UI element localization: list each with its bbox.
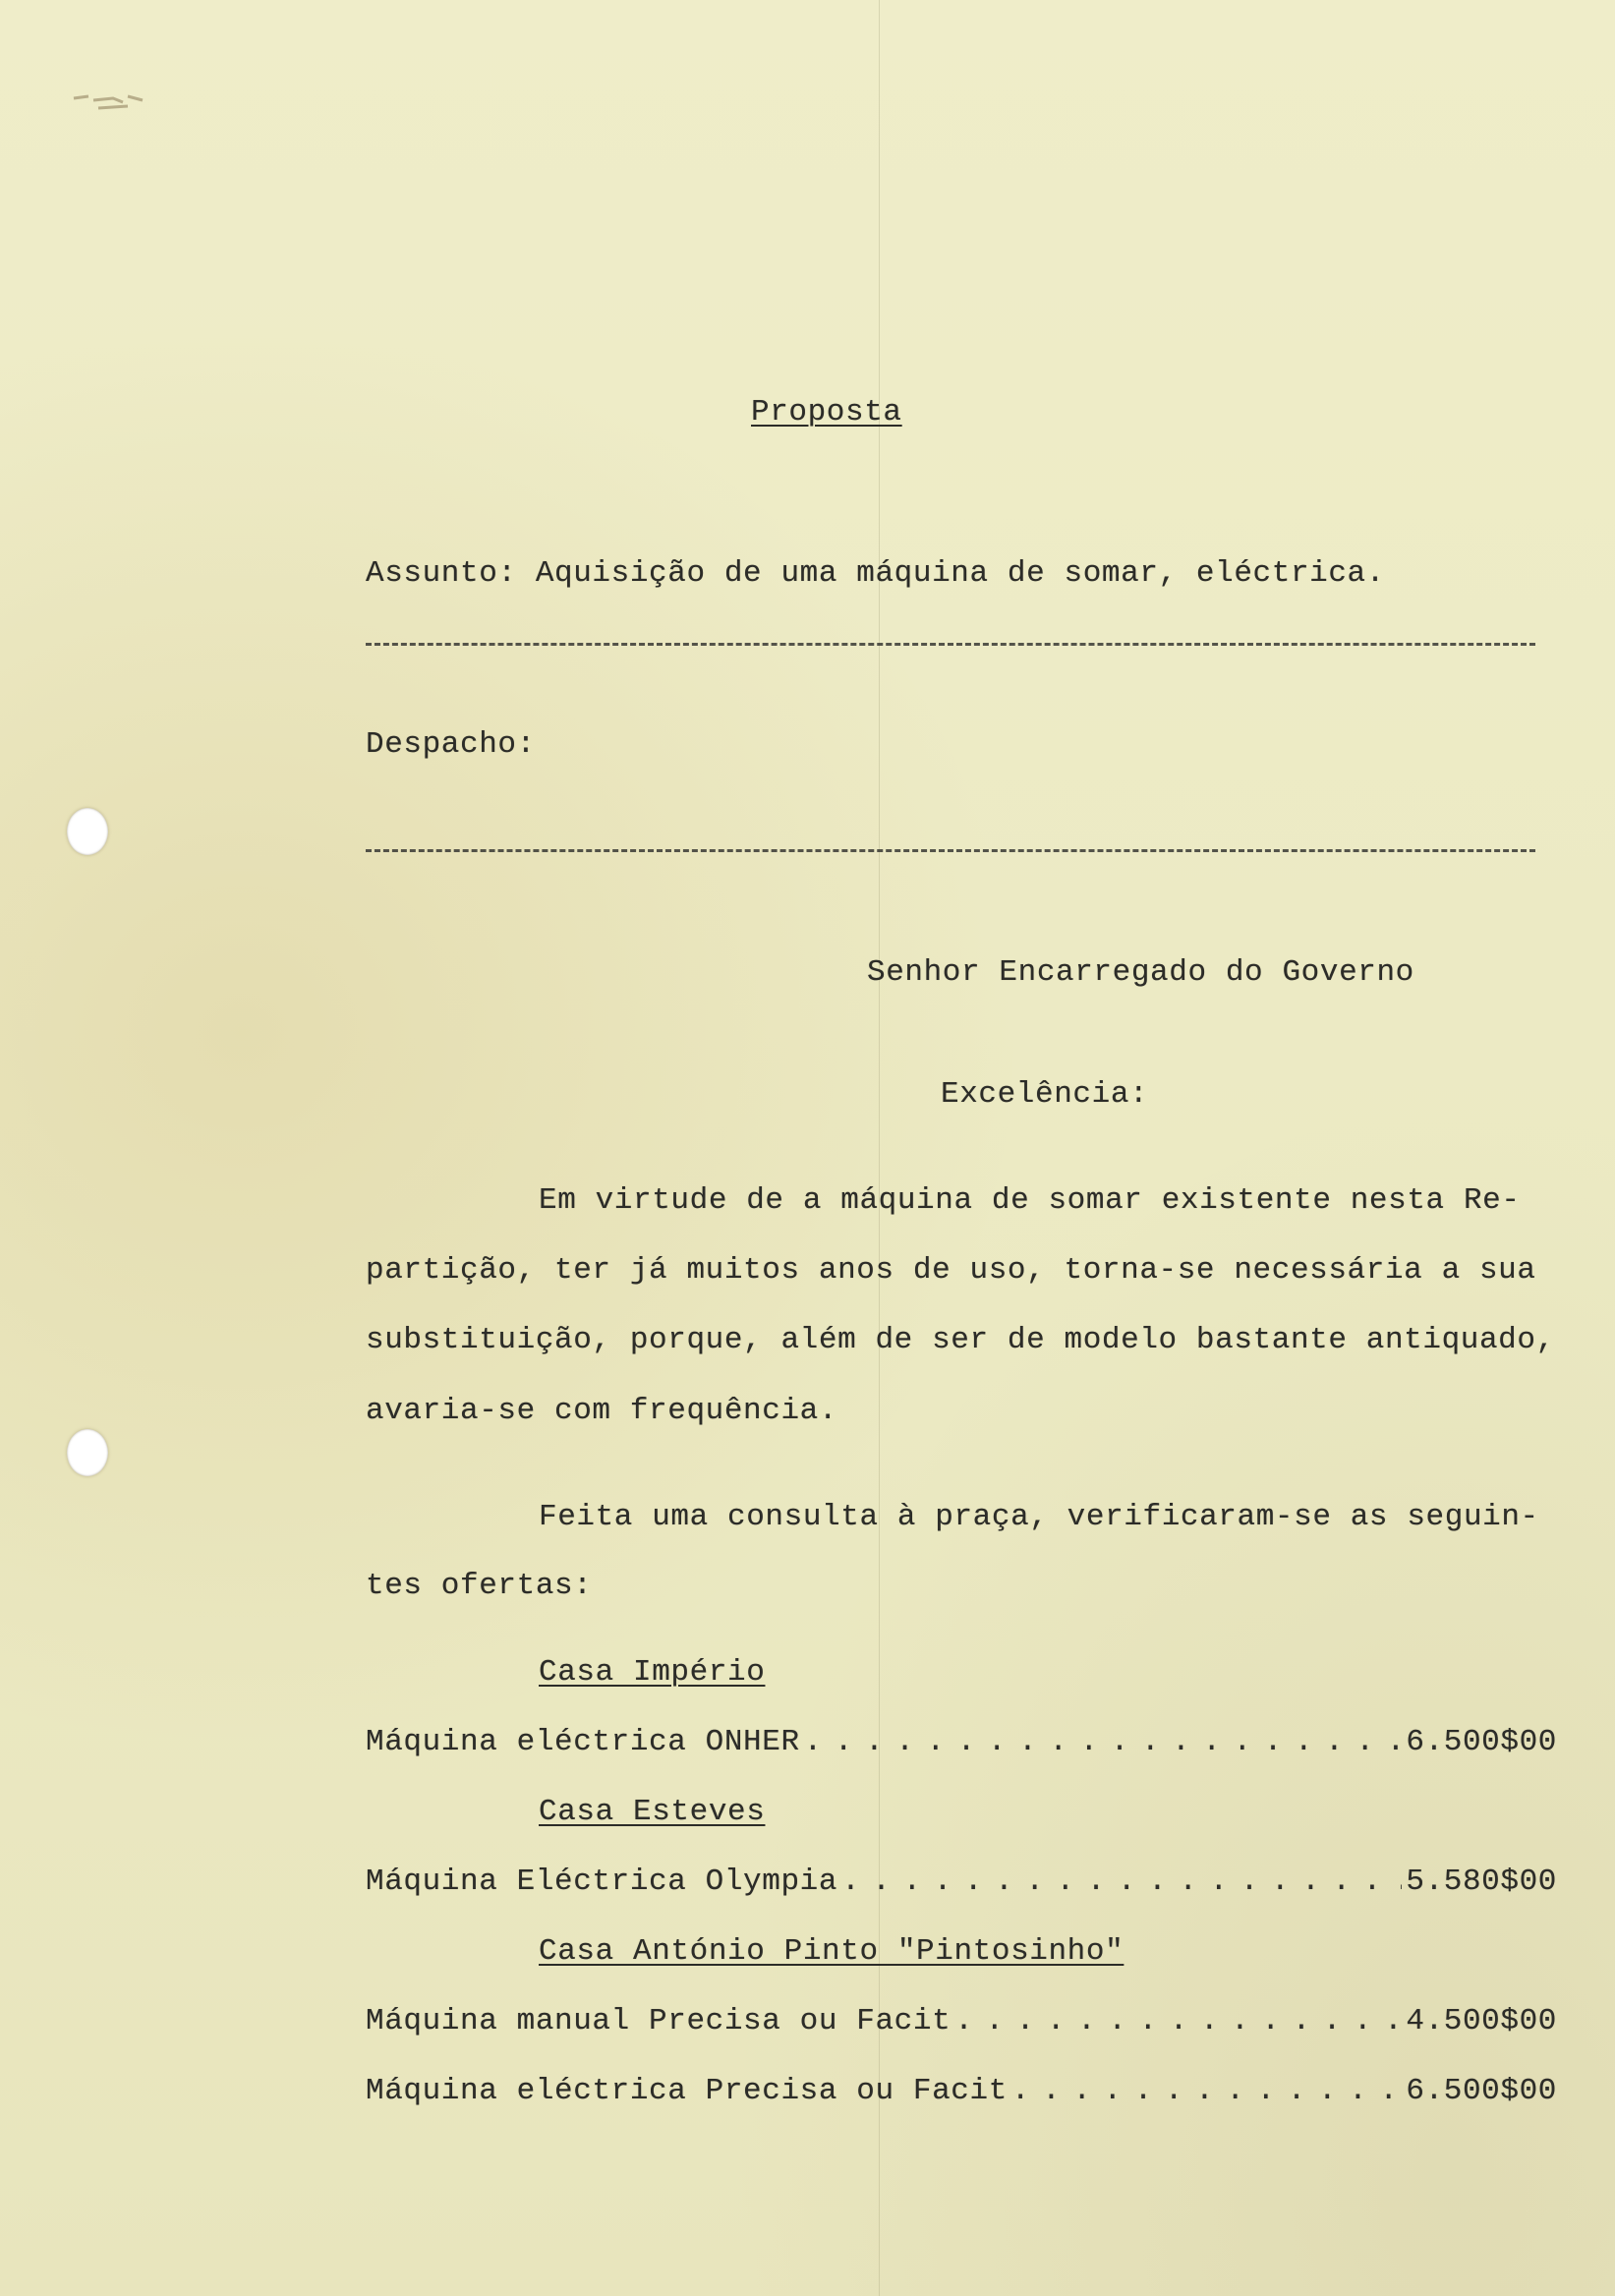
- separator-dashes-1: [366, 643, 1535, 646]
- separator-dashes-2: [366, 849, 1535, 852]
- ink-smudge-mark: [69, 79, 157, 128]
- offer-price: 5.580$00: [1406, 1865, 1557, 1899]
- leader-dots: [954, 2004, 1402, 2039]
- offer-line: [366, 2004, 1557, 2039]
- offer-line: [366, 1865, 1557, 1900]
- offer-line: [366, 1725, 1557, 1760]
- paragraph-line: partição, ter já muitos anos de uso, torna-se necessária a sua: [366, 1253, 1536, 1288]
- addressee: Senhor Encarregado do Governo: [867, 955, 1414, 990]
- leader-dots: [841, 1865, 1402, 1900]
- offer-price: 6.500$00: [1406, 1725, 1557, 1759]
- offer-description: Máquina manual Precisa ou Facit: [366, 2004, 952, 2038]
- paragraph-line: Feita uma consulta à praça, verificaram-se as seguin-: [539, 1500, 1539, 1534]
- dispatch-label: Despacho:: [366, 727, 536, 762]
- paragraph-line: Em virtude de a máquina de somar existente nesta Re-: [539, 1183, 1521, 1218]
- paragraph-line: tes ofertas:: [366, 1569, 593, 1603]
- punch-hole-top: [67, 808, 108, 855]
- shop-name: Casa Império: [539, 1655, 766, 1690]
- offer-line: [366, 2074, 1557, 2109]
- salutation: Excelência:: [941, 1077, 1149, 1112]
- paragraph-line: avaria-se com frequência.: [366, 1394, 838, 1428]
- shop-name: Casa Esteves: [539, 1795, 766, 1829]
- paragraph-line: substituição, porque, além de ser de modelo bastante antiquado,: [366, 1323, 1555, 1357]
- offer-price: 6.500$00: [1406, 2074, 1557, 2108]
- punch-hole-bottom: [67, 1429, 108, 1476]
- subject-line: Assunto: Aquisição de uma máquina de somar, eléctrica.: [366, 556, 1385, 591]
- offer-price: 4.500$00: [1406, 2004, 1557, 2038]
- document-title: Proposta: [751, 395, 902, 430]
- leader-dots: [1011, 2074, 1402, 2109]
- leader-dots: [804, 1725, 1403, 1760]
- offer-description: Máquina Eléctrica Olympia: [366, 1865, 838, 1899]
- offer-description: Máquina eléctrica Precisa ou Facit: [366, 2074, 1008, 2108]
- shop-name: Casa António Pinto "Pintosinho": [539, 1934, 1125, 1969]
- offer-description: Máquina eléctrica ONHER: [366, 1725, 800, 1759]
